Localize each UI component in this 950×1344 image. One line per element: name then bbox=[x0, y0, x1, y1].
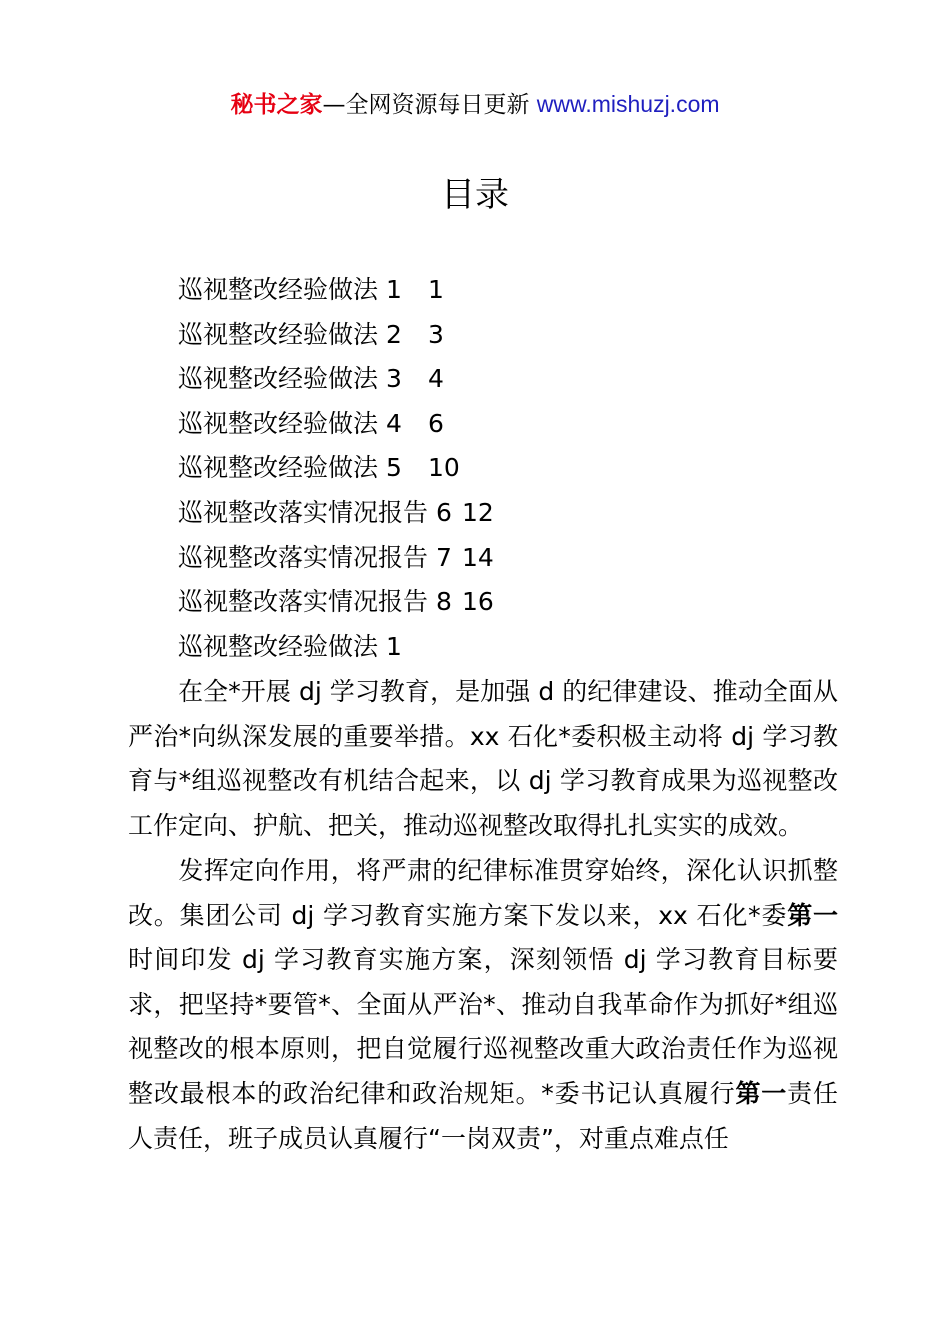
toc-entry-page: 16 bbox=[462, 587, 494, 617]
page-title: 目录 bbox=[441, 175, 509, 215]
toc-entry-page: 4 bbox=[428, 364, 444, 394]
brand-name: 秘书之家 bbox=[230, 92, 323, 118]
table-of-contents bbox=[178, 268, 494, 625]
emphasis-text: 第一 bbox=[735, 1078, 788, 1108]
toc-entry-label: 巡视整改经验做法 5 bbox=[178, 453, 402, 483]
site-header bbox=[0, 88, 950, 121]
toc-entry-label: 巡视整改经验做法 1 bbox=[178, 275, 402, 304]
toc-entry-page: 3 bbox=[428, 319, 444, 349]
toc-entry-label: 巡视整改经验做法 4 bbox=[178, 408, 402, 438]
toc-entry[interactable] bbox=[178, 268, 452, 313]
toc-entry-page: 1 bbox=[428, 275, 444, 304]
emphasis-text: 第一 bbox=[787, 900, 838, 930]
body-paragraph bbox=[128, 849, 838, 1161]
paragraph-text: 时间印发 dj 学习教育实施方案，深刻领悟 dj 学习教育目标要求，把坚持*要管*、全面从严治*、推动自我革命作为抓好*组巡视整改的根本原则，把自觉履行巡视整改重大政治责任作为巡视整改最根本的政治纪律和政治规矩。*委书记认真履行 bbox=[128, 945, 838, 1108]
paragraph-text: 责任人责任，班子成员认真履行“一岗双责”，对重点难点任 bbox=[128, 1078, 838, 1153]
toc-entry[interactable] bbox=[178, 446, 460, 491]
body-paragraph bbox=[128, 670, 838, 848]
toc-entry[interactable] bbox=[178, 402, 452, 447]
toc-entry-page: 6 bbox=[428, 408, 444, 438]
section-heading: 巡视整改经验做法 1 bbox=[178, 632, 402, 661]
site-url-link[interactable]: www.mishuzj.com bbox=[536, 91, 720, 117]
paragraph-text: 发挥定向作用，将严肃的纪律标准贯穿始终，深化认识抓整改。集团公司 dj 学习教育实施方案下发以来，xx 石化*委 bbox=[128, 856, 838, 930]
toc-entry[interactable] bbox=[178, 491, 494, 536]
toc-entry[interactable] bbox=[178, 580, 494, 625]
toc-entry-label: 巡视整改经验做法 3 bbox=[178, 364, 402, 394]
header-tagline: —全网资源每日更新 bbox=[322, 92, 537, 118]
toc-entry-page: 14 bbox=[462, 542, 494, 572]
toc-entry-label: 巡视整改落实情况报告 7 bbox=[178, 542, 452, 572]
toc-entry[interactable] bbox=[178, 313, 452, 358]
toc-entry[interactable] bbox=[178, 357, 452, 402]
toc-entry[interactable] bbox=[178, 536, 494, 581]
toc-entry-label: 巡视整改落实情况报告 8 bbox=[178, 587, 452, 617]
toc-entry-label: 巡视整改经验做法 2 bbox=[178, 319, 402, 349]
toc-entry-page: 10 bbox=[428, 453, 460, 483]
paragraph-text: 在全*开展 dj 学习教育，是加强 d 的纪律建设、推动全面从严治*向纵深发展的重要举措。xx 石化*委积极主动将 dj 学习教育与*组巡视整改有机结合起来，以 dj 学习教育成果为巡视整改工作定向、护航、把关，推动巡视整改取得扎扎实实的成效。 bbox=[128, 677, 838, 840]
toc-entry-page: 12 bbox=[462, 497, 494, 527]
toc-entry-label: 巡视整改落实情况报告 6 bbox=[178, 497, 452, 527]
